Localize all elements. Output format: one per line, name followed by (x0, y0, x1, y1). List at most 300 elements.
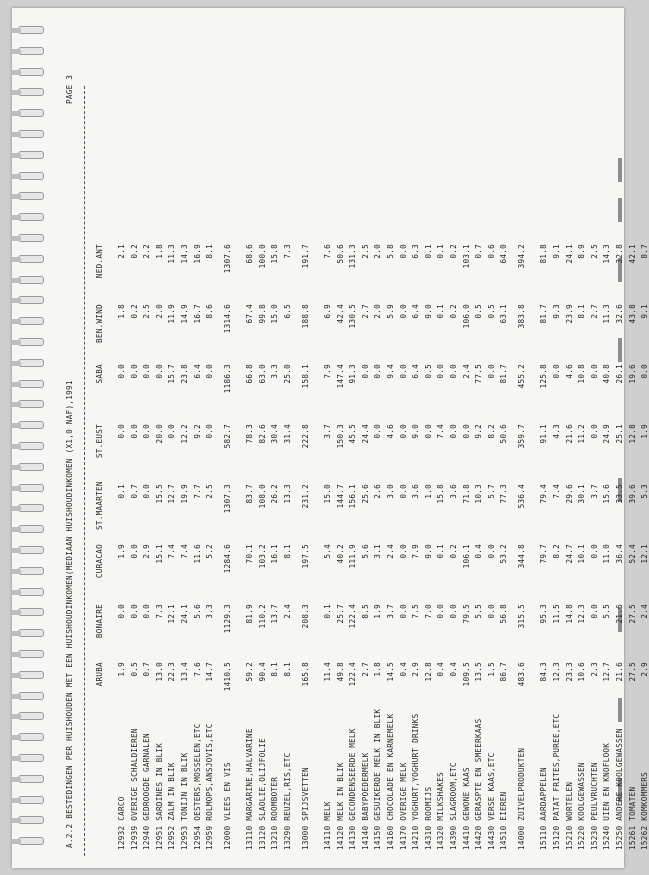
table-cell: 90.4 (257, 662, 267, 682)
table-cell: 0.0 (129, 424, 139, 439)
table-cell: 110.2 (257, 604, 267, 629)
table-cell: 86.7 (499, 662, 509, 682)
table-cell: 13.3 (283, 484, 292, 504)
table-cell: 42.4 (335, 304, 345, 324)
table-cell: 0.7 (474, 244, 484, 259)
table-cell: 111.9 (348, 544, 358, 569)
table-cell: 10.8 (577, 364, 587, 384)
table-cell: 1186.3 (223, 364, 233, 394)
table-cell: 0.4 (449, 662, 458, 677)
table-cell: 1.5 (486, 662, 496, 677)
table-cell: 0.1 (423, 244, 433, 259)
table-cell: 7.5 (411, 604, 421, 619)
column-header: ST.MAARTEN (95, 481, 104, 530)
table-cell: 24.1 (180, 604, 189, 624)
table-cell: 0.1 (436, 544, 446, 559)
table-cell: 0.0 (398, 244, 408, 259)
row-label: 13120 SLAOLIE,OLIJFOLIE (257, 737, 267, 850)
table-cell: 79.4 (539, 484, 549, 504)
table-cell: 483.6 (517, 662, 527, 687)
total-row-label: 13000 SPIJSVETTEN (301, 767, 310, 850)
table-cell: 1129.3 (223, 604, 233, 634)
table-cell: 22.3 (167, 662, 177, 682)
table-cell: 2.5 (142, 304, 152, 319)
table-cell: 81.9 (245, 604, 255, 624)
table-cell: 12.1 (167, 604, 177, 624)
column-header: NED.ANT (95, 244, 104, 279)
binding-ring (18, 234, 44, 242)
table-cell: 8.9 (577, 244, 587, 259)
table-cell: 0.2 (449, 544, 458, 559)
column-header: BEN.WIND (95, 304, 104, 343)
binding-ring (18, 837, 44, 845)
row-label: 14130 GECONDENSEERDE MELK (348, 728, 358, 850)
table-cell: 1.9 (117, 662, 126, 677)
table-cell: 0.5 (486, 304, 496, 319)
binding-ring (18, 192, 44, 200)
table-cell: 0.5 (474, 304, 484, 319)
table-cell: 23.3 (564, 662, 574, 682)
table-cell: 0.0 (552, 364, 561, 379)
table-cell: 67.4 (245, 304, 255, 324)
table-cell: 315.5 (517, 604, 527, 629)
table-cell: 32.8 (615, 244, 624, 264)
table-cell: 1.9 (117, 544, 126, 559)
column-header: CURACAO (95, 544, 104, 579)
table-cell: 0.0 (373, 424, 383, 439)
table-cell: 231.2 (301, 484, 310, 509)
row-label: 14420 GERASPTE EN SMEERKAAS (474, 718, 484, 850)
table-cell: 83.7 (245, 484, 255, 504)
table-cell: 2.4 (461, 364, 471, 379)
table-cell: 156.1 (348, 484, 358, 509)
table-cell: 5.5 (474, 604, 484, 619)
table-cell: 13.4 (180, 662, 189, 682)
binding-ring (18, 775, 44, 783)
table-cell: 7.4 (180, 544, 189, 559)
table-cell: 0.0 (117, 424, 126, 439)
table-cell: 188.8 (301, 304, 310, 329)
table-cell: 0.0 (129, 364, 139, 379)
table-cell: 131.3 (348, 244, 358, 269)
row-label: 14120 MELK IN BLIK (335, 762, 345, 850)
table-cell: 31.4 (283, 424, 292, 444)
table-cell: 15.0 (270, 304, 280, 324)
table-cell: 0.0 (398, 484, 408, 499)
table-cell: 2.2 (142, 244, 152, 259)
table-cell: 30.1 (577, 484, 587, 504)
table-cell: 0.0 (398, 304, 408, 319)
table-cell: 0.0 (398, 364, 408, 379)
table-cell: 8.1 (283, 544, 292, 559)
table-cell: 0.0 (167, 424, 177, 439)
table-cell: 2.7 (589, 304, 599, 319)
table-cell: 2.9 (411, 662, 421, 677)
table-cell: 2.5 (205, 484, 215, 499)
table-cell: 0.5 (129, 662, 139, 677)
table-cell: 11.9 (167, 304, 177, 324)
table-cell: 125.8 (539, 364, 549, 389)
binding-ring (18, 213, 44, 221)
table-cell: 0.0 (360, 364, 370, 379)
binding-ring (18, 47, 44, 55)
table-cell: 0.0 (398, 544, 408, 559)
table-cell: 6.9 (323, 304, 332, 319)
table-cell: 24.1 (564, 244, 574, 264)
binding-ring (18, 816, 44, 824)
table-cell: 21.6 (564, 424, 574, 444)
row-label: 13290 REUZEL,RIS,ETC (283, 752, 292, 850)
row-label: 15210 WORTELEN (564, 781, 574, 850)
table-cell: 106.0 (461, 304, 471, 329)
table-cell: 0.0 (589, 544, 599, 559)
table-cell: 15.0 (323, 484, 332, 504)
binding-ring (18, 400, 44, 408)
table-cell: 0.2 (129, 304, 139, 319)
table-cell: 24.4 (360, 424, 370, 444)
table-cell: 0.0 (449, 424, 458, 439)
table-cell: 20.0 (154, 424, 164, 444)
table-cell: 6.4 (411, 304, 421, 319)
table-cell: 2.9 (640, 662, 649, 677)
row-label: 15240 UIEN EN KNOFLOOK (602, 742, 612, 850)
binding-ring (18, 380, 44, 388)
table-cell: 0.2 (449, 304, 458, 319)
table-cell: 106.1 (461, 544, 471, 569)
table-cell: 16.1 (270, 544, 280, 564)
table-cell: 3.3 (270, 364, 280, 379)
table-cell: 109.5 (461, 662, 471, 687)
table-cell: 50.6 (335, 244, 345, 264)
binding-ring (18, 359, 44, 367)
column-header: SABA (95, 364, 104, 384)
binding-ring (18, 26, 44, 34)
table-cell: 63.1 (499, 304, 509, 324)
table-cell: 25.1 (615, 424, 624, 444)
table-cell: 1307.6 (223, 244, 233, 274)
row-label: 12940 GEDROOGDE GARNALEN (142, 733, 152, 850)
table-cell: 5.2 (205, 544, 215, 559)
table-cell: 15.8 (270, 244, 280, 264)
table-cell: 15.8 (436, 484, 446, 504)
rotated-table (62, 36, 649, 856)
table-cell: 100.0 (257, 244, 267, 269)
table-cell: 10.1 (577, 544, 587, 564)
table-cell: 1314.6 (223, 304, 233, 334)
table-cell: 1284.6 (223, 544, 233, 574)
table-cell: 7.4 (436, 424, 446, 439)
table-cell: 9.1 (640, 304, 649, 319)
table-cell: 7.4 (552, 484, 561, 499)
table-cell: 5.6 (192, 604, 202, 619)
table-cell: 9.4 (386, 364, 395, 379)
table-cell: 9.3 (552, 304, 561, 319)
table-cell: 2.7 (360, 662, 370, 677)
row-label: 14110 MELK (323, 801, 332, 850)
table-cell: 7.3 (154, 604, 164, 619)
table-cell: 0.0 (486, 544, 496, 559)
table-cell: 66.8 (245, 364, 255, 384)
table-cell: 0.0 (142, 364, 152, 379)
table-cell: 383.8 (517, 304, 527, 329)
row-label: 14320 MILKSHAKES (436, 772, 446, 850)
table-cell: 16.9 (192, 244, 202, 264)
table-cell: 2.7 (360, 304, 370, 319)
table-cell: 191.7 (301, 244, 310, 269)
table-cell: 2.6 (373, 484, 383, 499)
table-cell: 1.8 (154, 244, 164, 259)
table-cell: 26.2 (270, 484, 280, 504)
table-cell: 10.6 (577, 662, 587, 682)
page-number: PAGE 3 (65, 74, 74, 104)
table-cell: 14.3 (180, 244, 189, 264)
table-cell: 2.5 (360, 244, 370, 259)
table-cell: 78.3 (245, 424, 255, 444)
row-label: 14430 VERSE KAAS,ETC (486, 752, 496, 850)
table-cell: 158.1 (301, 364, 310, 389)
table-cell: 23.9 (564, 304, 574, 324)
row-label: 14140 BABYPOEDERMELK (360, 752, 370, 850)
row-label: 13210 ROOMBOTER (270, 776, 280, 850)
binding-ring (18, 68, 44, 76)
table-cell: 8.1 (270, 662, 280, 677)
table-cell: 84.3 (539, 662, 549, 682)
binding-ring (18, 629, 44, 637)
table-cell: 82.6 (257, 424, 267, 444)
table-cell: 0.0 (640, 364, 649, 379)
table-cell: 15.6 (602, 484, 612, 504)
table-cell: 16.7 (192, 304, 202, 324)
table-cell: 0.5 (423, 364, 433, 379)
header-divider (84, 86, 85, 856)
table-cell: 0.6 (486, 244, 496, 259)
row-label: 12951 SARDINES IN BLIK (154, 742, 164, 850)
table-cell: 13.0 (154, 662, 164, 682)
table-cell: 24.9 (602, 424, 612, 444)
table-cell: 2.1 (117, 244, 126, 259)
table-cell: 0.1 (117, 484, 126, 499)
table-cell: 7.6 (323, 244, 332, 259)
binding-ring (18, 109, 44, 117)
binding-ring (18, 442, 44, 450)
table-cell: 13.7 (270, 604, 280, 624)
table-cell: 0.2 (129, 244, 139, 259)
column-header: BONAIRE (95, 604, 104, 639)
table-cell: 394.2 (517, 244, 527, 269)
binding-ring (18, 317, 44, 325)
table-cell: 30.4 (270, 424, 280, 444)
table-cell: 81.7 (499, 364, 509, 384)
table-cell: 14.3 (602, 244, 612, 264)
table-cell: 52.4 (627, 544, 637, 564)
table-cell: 0.0 (461, 424, 471, 439)
table-cell: 0.0 (117, 604, 126, 619)
table-cell: 40.2 (335, 544, 345, 564)
table-cell: 11.2 (577, 424, 587, 444)
table-cell: 0.0 (205, 364, 215, 379)
table-cell: 81.7 (539, 304, 549, 324)
table-cell: 582.7 (223, 424, 233, 449)
table-cell: 2.4 (386, 544, 395, 559)
table-cell: 0.0 (423, 424, 433, 439)
table-cell: 12.7 (167, 484, 177, 504)
table-cell: 0.0 (142, 484, 152, 499)
table-cell: 11.3 (602, 304, 612, 324)
row-label: 15261 TOMATEN (627, 786, 637, 850)
table-cell: 359.7 (517, 424, 527, 449)
table-cell: 6.3 (411, 244, 421, 259)
table-cell: 27.5 (627, 604, 637, 624)
table-cell: 42.1 (627, 244, 637, 264)
table-cell: 0.4 (436, 662, 446, 677)
row-label: 14510 EIEREN (499, 791, 509, 850)
table-cell: 68.6 (245, 244, 255, 264)
table-cell: 14.8 (564, 604, 574, 624)
binding-ring (18, 692, 44, 700)
table-cell: 15.5 (154, 484, 164, 504)
table-cell: 7.7 (192, 484, 202, 499)
binding-ring (18, 276, 44, 284)
table-cell: 9.0 (423, 544, 433, 559)
row-label: 12932 CARCO (117, 796, 126, 850)
table-cell: 1410.5 (223, 662, 233, 692)
table-cell: 0.0 (142, 604, 152, 619)
table-cell: 3.3 (205, 604, 215, 619)
binding-ring (18, 712, 44, 720)
table-cell: 2.3 (589, 662, 599, 677)
table-cell: 9.0 (411, 424, 421, 439)
table-cell: 7.9 (411, 544, 421, 559)
table-cell: 95.3 (539, 604, 549, 624)
table-cell: 9.2 (474, 424, 484, 439)
table-cell: 4.6 (564, 364, 574, 379)
table-cell: 64.0 (499, 244, 509, 264)
table-cell: 2.0 (154, 304, 164, 319)
row-label: 14390 SLAGROOM,ETC (449, 762, 458, 850)
binding-ring (18, 130, 44, 138)
table-cell: 11.0 (602, 544, 612, 564)
binding-ring (18, 525, 44, 533)
binding-ring (18, 567, 44, 575)
table-cell: 2.4 (283, 604, 292, 619)
table-cell: 12.8 (423, 662, 433, 682)
table-cell: 81.8 (539, 244, 549, 264)
table-cell: 23.8 (180, 364, 189, 384)
table-cell: 19.6 (627, 364, 637, 384)
binding-ring (18, 255, 44, 263)
table-cell: 19.9 (180, 484, 189, 504)
table-cell: 4.3 (552, 424, 561, 439)
table-cell: 7.9 (323, 364, 332, 379)
table-cell: 222.8 (301, 424, 310, 449)
table-cell: 14.5 (386, 662, 395, 682)
binding-ring (18, 588, 44, 596)
table-cell: 0.1 (436, 244, 446, 259)
row-label: 14150 GESUIKERDE MELK IN BLIK (373, 708, 383, 850)
table-cell: 0.0 (436, 604, 446, 619)
table-cell: 6.4 (192, 364, 202, 379)
table-cell: 5.3 (640, 484, 649, 499)
table-cell: 59.2 (245, 662, 255, 682)
table-cell: 11.5 (552, 604, 561, 624)
table-cell: 3.7 (386, 604, 395, 619)
row-label: 13110 MARGARINE,HALVARINE (245, 728, 255, 850)
binding-ring (18, 546, 44, 554)
table-cell: 15.1 (154, 544, 164, 564)
table-cell: 7.3 (283, 244, 292, 259)
table-cell: 25.6 (360, 484, 370, 504)
table-cell: 91.3 (348, 364, 358, 384)
binding-ring (18, 88, 44, 96)
spiral-binding (12, 8, 46, 868)
table-cell: 2.4 (640, 604, 649, 619)
table-cell: 0.0 (129, 604, 139, 619)
table-cell: 79.5 (461, 604, 471, 624)
table-cell: 2.9 (142, 544, 152, 559)
binding-ring (18, 463, 44, 471)
row-label: 15110 AARDAPPELEN (539, 767, 549, 850)
table-cell: 8.1 (283, 662, 292, 677)
table-cell: 6.5 (283, 304, 292, 319)
table-cell: 5.6 (360, 544, 370, 559)
table-cell: 0.0 (373, 364, 383, 379)
table-cell: 1.9 (373, 604, 383, 619)
table-cell: 79.7 (539, 544, 549, 564)
binding-ring (18, 172, 44, 180)
table-cell: 11.6 (192, 544, 202, 564)
table-cell: 11.3 (167, 244, 177, 264)
table-cell: 0.0 (154, 364, 164, 379)
binding-ring (18, 484, 44, 492)
table-cell: 0.0 (205, 424, 215, 439)
table-cell: 8.2 (552, 544, 561, 559)
table-cell: 70.1 (245, 544, 255, 564)
table-cell: 9.2 (192, 424, 202, 439)
table-cell: 3.7 (323, 424, 332, 439)
table-cell: 6.4 (411, 364, 421, 379)
table-cell: 103.2 (257, 544, 267, 569)
table-cell: 21.6 (615, 662, 624, 682)
row-label: 15230 PEULVRUCHTEN (589, 762, 599, 850)
row-label: 14160 CHOCOLADE EN KARNEMELK (386, 713, 395, 850)
row-label: 15220 KOOLGEWASSEN (577, 762, 587, 850)
row-label: 12939 OVERIGE SCHALDIEREN (129, 728, 139, 850)
table-cell: 3.1 (373, 544, 383, 559)
table-cell: 33.5 (615, 484, 624, 504)
document-page (12, 8, 649, 868)
table-cell: 1.8 (373, 662, 383, 677)
table-cell: 56.8 (499, 604, 509, 624)
table-cell: 2.0 (373, 244, 383, 259)
table-cell: 0.0 (449, 364, 458, 379)
binding-ring (18, 296, 44, 304)
table-cell: 36.4 (615, 544, 624, 564)
row-label: 14310 ROOMIJS (423, 786, 433, 850)
table-cell: 5.5 (602, 604, 612, 619)
table-cell: 208.3 (301, 604, 310, 629)
table-cell: 150.3 (335, 424, 345, 449)
row-label: 15262 KOMKOMMERS (640, 772, 649, 850)
table-cell: 8.6 (205, 304, 215, 319)
row-label: 12959 ROLMOPS,ANSJOVIS,ETC (205, 723, 215, 850)
table-cell: 40.8 (602, 364, 612, 384)
table-cell: 165.8 (301, 662, 310, 687)
binding-ring (18, 671, 44, 679)
column-header: ARUBA (95, 662, 104, 687)
binding-ring (18, 421, 44, 429)
column-header: ST.EUST (95, 424, 104, 459)
table-cell: 2.5 (589, 244, 599, 259)
